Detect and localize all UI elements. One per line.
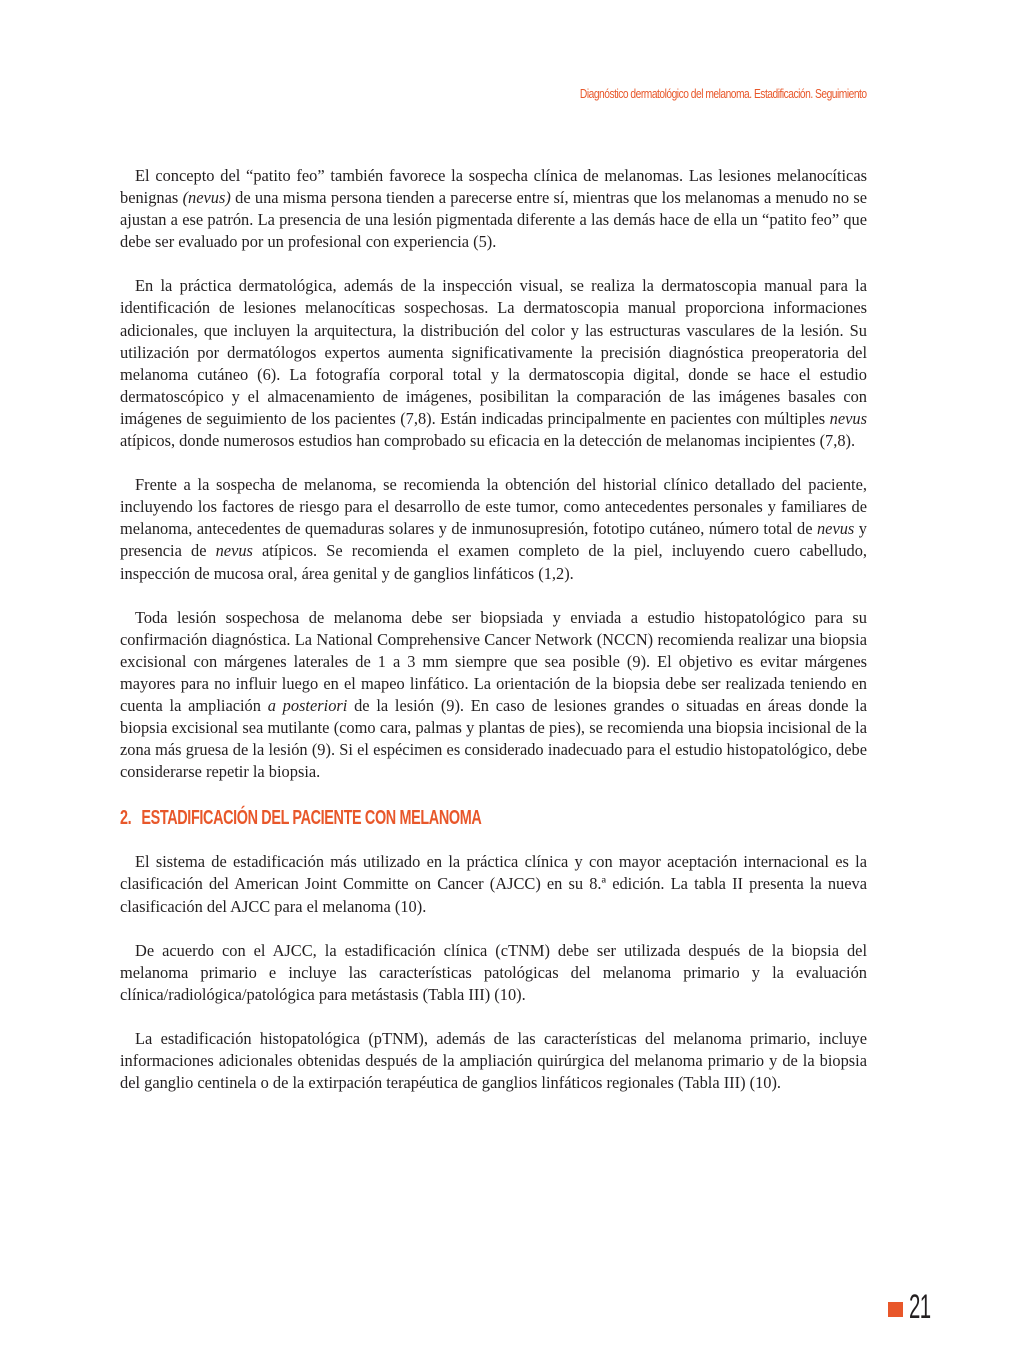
paragraph [120,607,867,784]
text-run: de la lesión (9). En caso de lesiones grandes o situadas en áreas donde la biopsia excisional sea mutilante (como cara, palmas y plantas de pies), se recomienda una biopsia incisional de la zona más gruesa de la lesión (9). Si el espécimen es considerado inadecuado para el estudio histopatológico, debe considerarse repetir la biopsia. [120,695,867,782]
paragraph [120,851,867,917]
italic-run: (nevus) [182,188,231,208]
text-run: atípicos, donde numerosos estudios han comprobado su eficacia en la detección de melanomas incipientes (7,8). [120,431,856,451]
italic-run: nevus [215,541,253,561]
paragraph [120,940,867,1006]
text-run: La estadificación histopatológica (pTNM), además de las características del melanoma primario, incluye informaciones adicionales obtenidas después de la ampliación quirúrgica del melanoma primario y de la biopsia del ganglio centinela o de la extirpación terapéutica de ganglios linfáticos regionales (Tabla III) (10). [120,1028,867,1093]
text-run: El sistema de estadificación más utilizado en la práctica clínica y con mayor aceptación internacional es la clasificación del American Joint Committe on Cancer (AJCC) en su 8.ª edición. La tabla II presenta la nueva clasificación del AJCC para el melanoma (10). [120,852,867,916]
main-content [120,165,867,1116]
body-text-top [120,165,867,783]
text-run: atípicos. Se recomienda el examen completo de la piel, incluyendo cuero cabelludo, inspección de mucosa oral, área genital y de ganglios linfáticos (1,2). [120,541,868,583]
section-number: 2. [120,807,132,830]
text-run: Frente a la sospecha de melanoma, se recomienda la obtención del historial clínico detallado del paciente, incluyendo los factores de riesgo para el desarrollo de este tumor, como antecedentes personales y familiares de melanoma, antecedentes de quemaduras solares y de inmunosupresión, fototipo cutáneo, número total de [120,475,867,539]
page-number: 21 [909,1288,931,1326]
text-run: de una misma persona tienden a parecerse entre sí, mientras que los melanomas a menudo no se ajustan a ese patrón. La presencia de una lesión pigmentada diferente a las demás hace de ella un “patito feo” que debe ser evaluado por un profesional con experiencia (5). [120,188,867,252]
text-run: De acuerdo con el AJCC, la estadificación clínica (cTNM) debe ser utilizada después de la biopsia del melanoma primario e incluye las características patológicas del melanoma primario y la evaluación clínica/radiológica/patológica para metástasis (Tabla III) (10). [120,940,867,1004]
text-run: y presencia de [120,519,868,561]
page-footer [888,1287,945,1327]
paragraph [120,1028,867,1094]
body-text-bottom [120,851,867,1094]
text-run: Toda lesión sospechosa de melanoma debe ser biopsiada y enviada a estudio histopatológico para su confirmación diagnóstica. La National Comprehensive Cancer Network (NCCN) recomienda realizar una biopsia excisional con márgenes laterales de 1 a 3 mm siempre que sea posible (9). El objetivo es evitar márgenes mayores para no influir luego en el mapeo linfático. La orientación de la biopsia debe ser realizada teniendo en cuenta la ampliación [120,607,867,715]
text-run: El concepto del “patito feo” también favorece la sospecha clínica de melanomas. Las lesiones melanocíticas benignas [120,166,867,208]
paragraph [120,165,867,253]
running-header: Diagnóstico dermatológico del melanoma. Estadificación. Seguimiento [580,87,867,101]
section-title: ESTADIFICACIÓN DEL PACIENTE CON MELANOMA [141,807,482,830]
text-run: En la práctica dermatológica, además de la inspección visual, se realiza la dermatoscopia manual para la identificación de lesiones melanocíticas sospechosas. La dermatoscopia manual proporciona informaciones adicionales, que incluyen la arquitectura, la distribución del color y las estructuras vasculares de la lesión. Su utilización por dermatólogos expertos aumenta significativamente la precisión diagnóstica preoperatoria del melanoma cutáneo (6). La fotografía corporal total y la dermatoscopia digital, donde se hace el estudio dermatoscópico y el almacenamiento de imágenes, posibilitan la comparación de las imágenes basales con imágenes de seguimiento de los pacientes (7,8). Están indicadas principalmente en pacientes con múltiples [120,276,867,428]
italic-run: a posteriori [267,695,348,715]
italic-run: nevus [829,408,867,428]
italic-run: nevus [816,519,855,539]
page-marker-square [888,1302,903,1317]
paragraph [120,474,867,584]
paragraph [120,275,867,452]
section-heading [120,805,658,831]
